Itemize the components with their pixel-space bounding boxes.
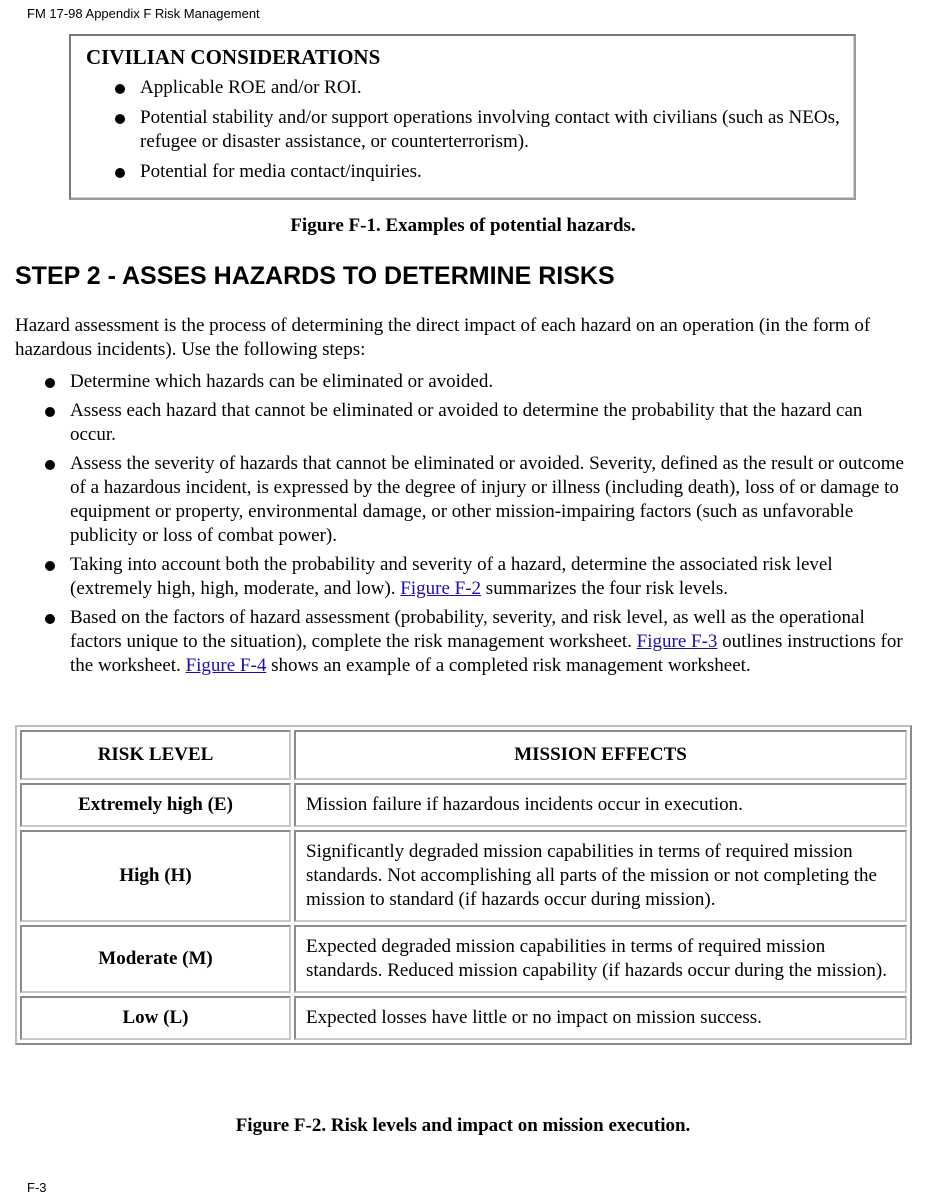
table-row	[20, 925, 907, 993]
list-item: Potential for media contact/inquiries.	[115, 160, 845, 184]
column-header: MISSION EFFECTS	[294, 730, 907, 780]
mission-effect-cell: Mission failure if hazardous incidents occur in execution.	[294, 783, 907, 827]
risk-level-cell: High (H)	[20, 830, 291, 922]
risk-level-cell: Moderate (M)	[20, 925, 291, 993]
figure-f3-link[interactable]: Figure F-3	[636, 631, 718, 652]
list-item: Determine which hazards can be eliminated or avoided.	[45, 370, 907, 394]
intro-paragraph: Hazard assessment is the process of determining the direct impact of each hazard on an operation (in the form of hazardous incidents). Use the following steps:	[15, 315, 871, 360]
civilian-considerations-title: CIVILIAN CONSIDERATIONS	[86, 45, 381, 69]
risk-level-table	[15, 725, 912, 1045]
step-text: summarizes the four risk levels.	[481, 578, 728, 599]
running-header: FM 17-98 Appendix F Risk Management	[27, 6, 260, 21]
step-text: Taking into account both the probability and severity of a hazard, determine the associated risk level (extremely high, high, moderate, and low).	[70, 554, 833, 599]
table-header-row	[20, 730, 907, 780]
figure-f1-caption: Figure F-1. Examples of potential hazards.	[290, 215, 636, 236]
step-text: Based on the factors of hazard assessment (probability, severity, and risk level, as well as the operational factors unique to the situation), complete the risk management worksheet.	[70, 607, 865, 652]
page-number: F-3	[27, 1180, 47, 1195]
table-row	[20, 996, 907, 1040]
step-heading: STEP 2 - ASSES HAZARDS TO DETERMINE RISKS	[15, 262, 615, 290]
table-row	[20, 830, 907, 922]
figure-f4-link[interactable]: Figure F-4	[185, 655, 267, 676]
table-row	[20, 783, 907, 827]
assessment-steps-list	[45, 370, 907, 683]
list-item	[45, 553, 907, 601]
risk-level-cell: Extremely high (E)	[20, 783, 291, 827]
list-item: Applicable ROE and/or ROI.	[115, 76, 845, 100]
list-item	[45, 606, 907, 678]
mission-effect-cell: Expected losses have little or no impact on mission success.	[294, 996, 907, 1040]
column-header: RISK LEVEL	[20, 730, 291, 780]
civilian-considerations-box	[69, 34, 856, 200]
list-item: Assess each hazard that cannot be eliminated or avoided to determine the probability that the hazard can occur.	[45, 399, 907, 447]
figure-f2-caption: Figure F-2. Risk levels and impact on mission execution.	[235, 1115, 691, 1136]
step-text: outlines instructions for the worksheet.	[70, 631, 903, 676]
mission-effect-cell: Significantly degraded mission capabilities in terms of required mission standards. Not accomplishing all parts of the mission or not completing the mission to standard (if hazards occur during mission).	[294, 830, 907, 922]
list-item: Assess the severity of hazards that cannot be eliminated or avoided. Severity, defined as the result or outcome of a hazardous incident, is expressed by the degree of injury or illness (including death), loss of or damage to equipment or property, environmental damage, or other mission-impairing factors (such as unfavorable publicity or loss of combat power).	[45, 452, 907, 548]
list-item: Potential stability and/or support operations involving contact with civilians (such as NEOs, refugee or disaster assistance, or counterterrorism).	[115, 106, 845, 154]
mission-effect-cell: Expected degraded mission capabilities in terms of required mission standards. Reduced mission capability (if hazards occur during the mission).	[294, 925, 907, 993]
figure-f2-link[interactable]: Figure F-2	[400, 578, 482, 599]
step-text: shows an example of a completed risk management worksheet.	[266, 655, 751, 676]
risk-level-cell: Low (L)	[20, 996, 291, 1040]
civilian-considerations-list	[115, 76, 845, 190]
